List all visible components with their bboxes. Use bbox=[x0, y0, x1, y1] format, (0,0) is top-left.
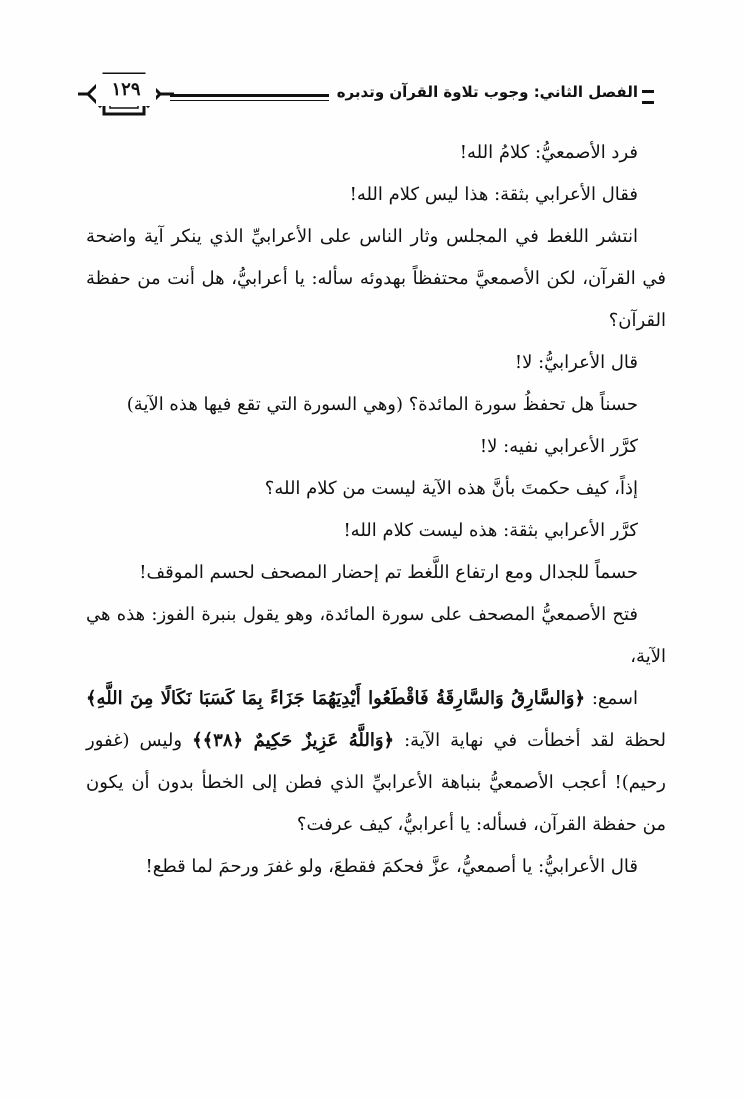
paragraph: انتشر اللغط في المجلس وثار الناس على الأعرابيِّ الذي ينكر آية واضحة في القرآن، لكن الأصمعيَّ محتفظاً بهدوئه سأله: يا أعرابيُّ، هل أنت من حفظة القرآن؟ bbox=[86, 226, 666, 331]
header-end-bar bbox=[642, 90, 654, 104]
page-number: ١٢٩ bbox=[96, 74, 156, 106]
paragraph: قال الأعرابيُّ: لا! bbox=[514, 352, 638, 373]
paragraph: فتح الأصمعيُّ المصحف على سورة المائدة، وهو يقول بنبرة الفوز: هذه هي الآية، bbox=[86, 604, 666, 667]
paragraph: إذاً، كيف حكمتَ بأنَّ هذه الآية ليست من كلام الله؟ bbox=[264, 478, 638, 499]
quran-lead: اسمع: bbox=[585, 688, 638, 709]
body-text bbox=[86, 132, 666, 888]
quran-paragraph bbox=[86, 678, 666, 846]
final-paragraph: قال الأعرابيُّ: يا أصمعيُّ، عزَّ فحكمَ فقطعَ، ولو غفرَ ورحمَ لما قطع! bbox=[145, 856, 638, 877]
quran-middle: لحظة لقد أخطأت في نهاية الآية: bbox=[394, 730, 666, 751]
chapter-title: الفصل الثاني: وجوب تلاوة القرآن وتدبره bbox=[329, 83, 646, 101]
quran-verse: ﴿وَالسَّارِقُ وَالسَّارِقَةُ فَاقْطَعُوا أَيْدِيَهُمَا جَزَاءً بِمَا كَسَبَا نَكَالًا مِنَ اللَّهِ﴾ bbox=[86, 688, 585, 709]
paragraph: حسماً للجدال ومع ارتفاع اللَّغط تم إحضار المصحف لحسم الموقف! bbox=[139, 562, 638, 583]
paragraph: كرَّر الأعرابي نفيه: لا! bbox=[479, 436, 638, 457]
paragraph: كرَّر الأعرابي بثقة: هذه ليست كلام الله! bbox=[343, 520, 638, 541]
quran-tail: وليس (غفور رحيم)! أعجب الأصمعيُّ بنباهة الأعرابيِّ الذي فطن إلى الخطأ بدون أن يكون من حفظة القرآن، فسأله: يا أعرابيُّ، كيف عرفت؟ bbox=[86, 730, 666, 835]
page-header bbox=[74, 64, 654, 122]
paragraph: حسناً هل تحفظُ سورة المائدة؟ (وهي السورة التي تقع فيها هذه الآية) bbox=[126, 394, 638, 415]
quran-verse-end: ﴿وَاللَّهُ عَزِيزٌ حَكِيمٌ ﴿٣٨﴾﴾ bbox=[192, 730, 395, 751]
paragraph: فقال الأعرابي بثقة: هذا ليس كلام الله! bbox=[349, 184, 638, 205]
paragraph: فرد الأصمعيُّ: كلامُ الله! bbox=[459, 142, 638, 163]
